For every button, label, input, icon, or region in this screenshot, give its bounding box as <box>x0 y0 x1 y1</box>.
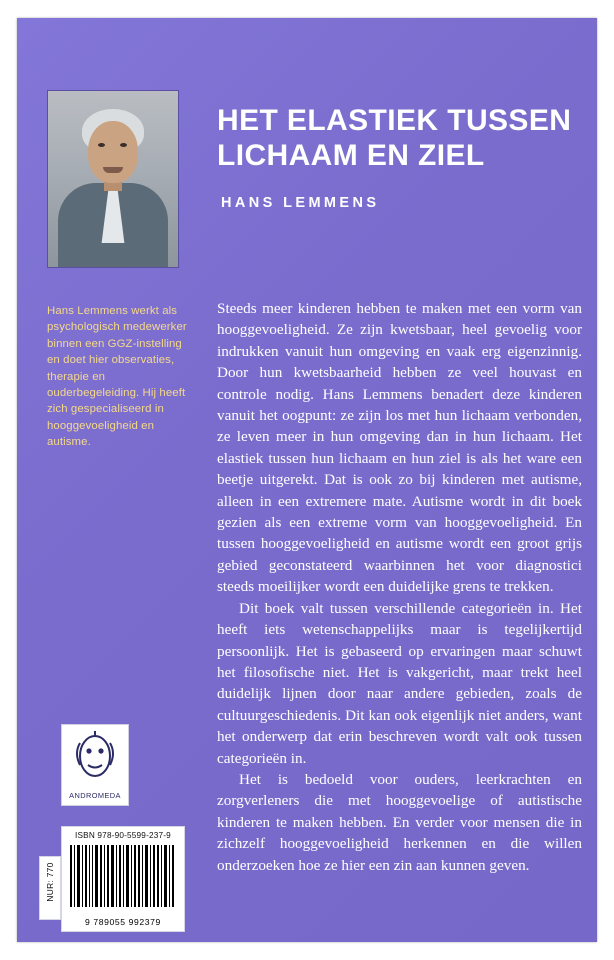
nur-code-tab <box>39 856 61 920</box>
photo-face <box>88 121 138 183</box>
book-title: HET ELASTIEK TUSSEN LICHAAM EN ZIEL <box>217 104 572 172</box>
back-cover-blurb <box>217 298 582 876</box>
photo-eye-left <box>98 143 105 147</box>
blurb-paragraph: Het is bedoeld voor ouders, leerkrachten en zorgverleners die met hooggevoelige of autistische kinderen te maken hebben. En verder voor mensen die in zichzelf hooggevoeligheid herkennen en die willen onderzoeken hoe ze hier een zin aan kunnen geven. <box>217 770 582 874</box>
author-photo <box>47 90 179 268</box>
nur-code-label: NUR: 770 <box>45 862 55 902</box>
barcode-digits: 9 789055 992379 <box>85 917 161 927</box>
publisher-logo <box>61 724 129 806</box>
photo-eye-right <box>120 143 127 147</box>
author-bio-text: Hans Lemmens werkt als psychologisch medewerker binnen een GGZ-instelling en doet hier observaties, therapie en ouderbegeleiding. Hij heeft zich gespecialiseerd in hooggevoeligheid en autisme. <box>47 305 187 449</box>
book-author: HANS LEMMENS <box>221 195 380 211</box>
face-mask-icon <box>62 729 128 783</box>
publisher-name: ANDROMEDA <box>69 791 121 800</box>
blurb-paragraph: Steeds meer kinderen hebben te maken met een vorm van hooggevoeligheid. Ze zijn kwetsbaar, heel gevoelig voor indrukken vanuit hun omgeving en vaak erg eigenzinnig. Door hun kwetsbaarheid hebben ze veel houvast en controle nodig. Hans Lemmens benadert deze kinderen vanuit het oogpunt: ze zijn los met hun lichaam verbonden, ze leven meer in hun omgeving dan in hun lichaam. Het elastiek tussen hun lichaam en hun ziel is als het ware een beetje uitgerekt. Dat is ook zo bij kinderen met autisme, alleen in een extremere mate. Autisme wordt in dit boek gezien als een extreme vorm van hooggevoeligheid. En tussen hooggevoeligheid en autisme wordt een groot grijs gebied geconstateerd waarbinnen het voor diagnostici steeds moeilijker wordt een duidelijke grens te trekken. <box>217 300 582 596</box>
barcode-block <box>61 826 185 932</box>
blurb-paragraph: Dit boek valt tussen verschillende categorieën in. Het heeft iets wetenschappelijks maar is tegelijkertijd persoonlijk. Het is gebaseerd op ervaringen maar schuwt het filosofische niet. Het is vakgericht, maar trekt heel duidelijk lijnen door naar andere gebieden, zoals de cultuurgeschiedenis. Dit kan ook eigenlijk niet anders, want het onderwerp dat erin beschreven wordt valt ook tussen categorieën in. <box>217 599 582 767</box>
barcode-bars <box>70 845 176 907</box>
book-back-cover <box>17 18 597 942</box>
photo-mouth <box>103 167 123 173</box>
title-block <box>217 103 577 211</box>
isbn-label: ISBN 978-90-5599-237-9 <box>75 831 171 840</box>
